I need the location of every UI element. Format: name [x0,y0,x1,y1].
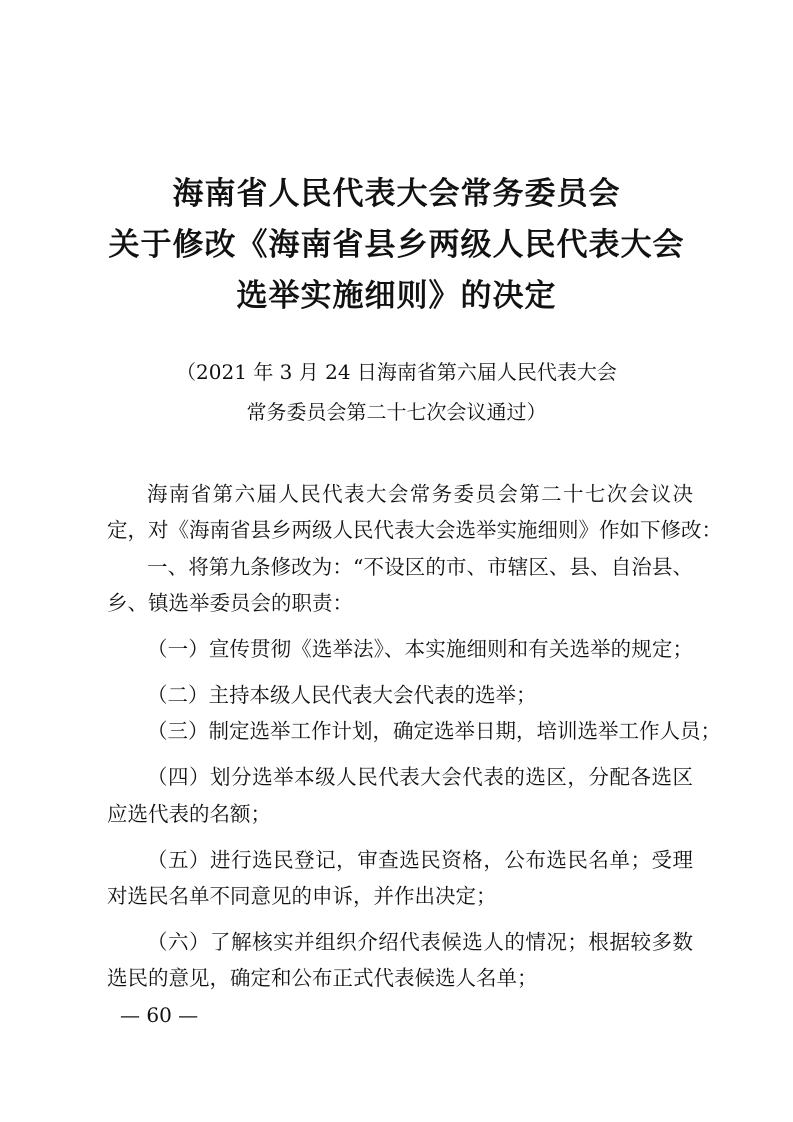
body-line: （一）宣传贯彻《选举法》、本实施细则和有关选举的规定； [147,637,693,661]
body-line: 一、将第九条修改为：“不设区的市、市辖区、县、自治县、 [147,555,693,579]
body-line: （三）制定选举工作计划，确定选举日期，培训选举工作人员； [147,719,721,743]
body-line: 对选民名单不同意见的申诉，并作出决定； [107,884,497,908]
title-line-3: 选举实施细则》的决定 [236,278,557,314]
body-line: 应选代表的名额； [107,802,271,826]
subtitle-line-1: （2021 年 3 月 24 日海南省第六届人民代表大会 [176,360,617,384]
body-line: 定，对《海南省县乡两级人民代表大会选举实施细则》作如下修改： [107,518,722,542]
body-line: （五）进行选民登记，审查选民资格，公布选民名单；受理 [147,848,693,872]
body-line: 选民的意见，确定和公布正式代表候选人名单； [107,966,538,990]
title-line-2: 关于修改《海南省县乡两级人民代表大会 [108,227,685,263]
body-line: （二）主持本级人民代表大会代表的选举； [147,683,537,707]
title-line-1: 海南省人民代表大会常务委员会 [172,176,621,212]
body-line: 乡、镇选举委员会的职责： [107,591,353,615]
body-line: 海南省第六届人民代表大会常务委员会第二十七次会议决 [147,482,693,506]
body-line: （四）划分选举本级人民代表大会代表的选区，分配各选区 [147,765,693,789]
page-number: — 60 — [120,1003,199,1027]
subtitle-line-2: 常务委员会第二十七次会议通过） [246,400,547,424]
body-line: （六）了解核实并组织介绍代表候选人的情况；根据较多数 [147,930,693,954]
